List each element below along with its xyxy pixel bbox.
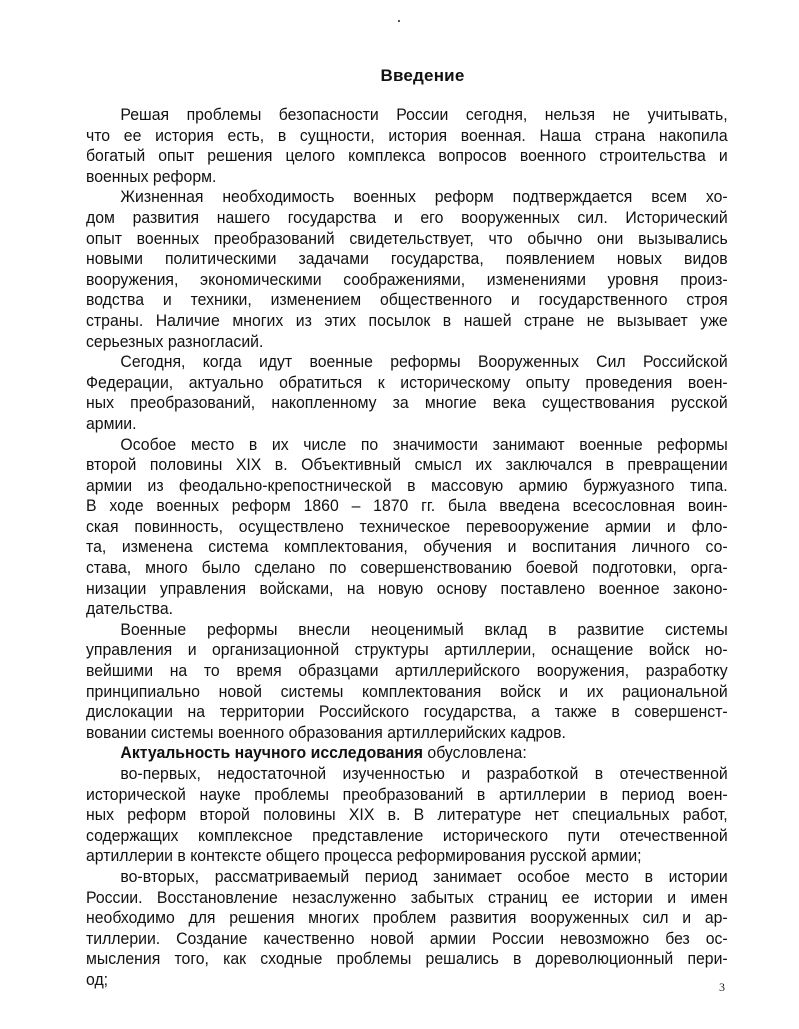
text-line: низации управления войсками, на новую основу поставлено военное законо-	[86, 578, 728, 598]
text-line: од;	[86, 969, 109, 989]
text-line: ных преобразований, накопленному за многие века существования русской	[86, 393, 728, 413]
text-line: дислокации на территории Российского государства, а также в совершенст-	[86, 702, 728, 722]
relevance-rest: обусловлена:	[423, 743, 527, 763]
text-line: серьезных разногласий.	[86, 331, 264, 351]
document-body	[86, 105, 728, 991]
text-line: В ходе военных реформ 1860 – 1870 гг. была введена всесословная воин-	[86, 496, 728, 516]
paragraph-3	[86, 352, 728, 434]
paragraph-4	[86, 435, 728, 620]
text-line: богатый опыт решения целого комплекса вопросов военного строительства и	[86, 146, 728, 166]
relevance-statement	[86, 743, 728, 764]
text-line: страны. Наличие многих из этих посылок в нашей стране не вызывает уже	[86, 310, 728, 330]
text-line: водства и техники, изменением общественного и государственного строя	[86, 290, 728, 310]
paragraph-1	[86, 105, 728, 187]
text-line: во-первых, недостаточной изученностью и разработкой в отечественной	[120, 764, 728, 783]
text-line: армии.	[86, 413, 137, 433]
text-line: армии из феодально-крепостнической в массовую армию буржуазного типа.	[86, 475, 728, 495]
page-title: Введение	[380, 66, 465, 85]
text-line: Федерации, актуально обратиться к историческому опыту проведения воен-	[86, 372, 728, 392]
paragraph-5	[86, 620, 728, 744]
text-line: исторической науке проблемы преобразований в артиллерии в период воен-	[86, 784, 728, 804]
text-line: мысления того, как сходные проблемы решались в дореволюционный пери-	[86, 949, 728, 969]
text-line: России. Восстановление незаслуженно забытых страниц ее истории и имен	[86, 887, 728, 907]
text-line: принципиально новой системы комплектования войск и их рациональной	[86, 681, 728, 701]
text-line: новыми политическими задачами государства, появлением новых видов	[86, 249, 728, 269]
text-line: вовании системы военного образования артиллерийских кадров.	[86, 722, 566, 742]
relevance-bold-lead: Актуальность научного исследования	[120, 743, 424, 763]
text-line: содержащих комплексное представление исторического пути отечественной	[86, 825, 728, 845]
text-line: тиллерии. Создание качественно новой армии России невозможно без ос-	[86, 928, 728, 948]
text-line: военных реформ.	[86, 166, 217, 186]
text-line: во-вторых, рассматриваемый период занимает особое место в истории	[120, 866, 728, 886]
text-line: что ее история есть, в сущности, история военная. Наша страна накопила	[86, 125, 728, 145]
text-line: Сегодня, когда идут военные реформы Вооруженных Сил Российской	[120, 352, 728, 372]
text-line: вейшими на то время образцами артиллерийского вооружения, разработку	[86, 661, 728, 681]
scan-artifact-dot	[398, 20, 400, 22]
text-line: второй половины XIX в. Объективный смысл их заключался в превращении	[86, 455, 728, 475]
text-line: управления и организационной структуры артиллерии, оснащение войск но-	[86, 640, 728, 660]
paragraph-first-reason	[86, 764, 728, 867]
paragraph-second-reason	[86, 867, 728, 991]
text-line: артиллерии в контексте общего процесса реформирования русской армии;	[86, 846, 642, 866]
text-line: дательства.	[86, 599, 174, 619]
text-line: необходимо для решения многих проблем развития вооруженных сил и ар-	[86, 908, 728, 928]
text-line: дом развития нашего государства и его вооруженных сил. Исторический	[86, 207, 728, 227]
page-number: 3	[719, 980, 725, 994]
text-line: става, много было сделано по совершенствованию боевой подготовки, орга-	[86, 558, 728, 578]
text-line: Жизненная необходимость военных реформ подтверждается всем хо-	[120, 187, 728, 207]
text-line: ных реформ второй половины XIX в. В литературе нет специальных работ,	[86, 805, 728, 825]
text-line: опыт военных преобразований свидетельствует, что обычно они вызывались	[86, 228, 728, 248]
text-line: та, изменена система комплектования, обучения и воспитания личного со-	[86, 537, 728, 557]
text-line: Решая проблемы безопасности России сегодня, нельзя не учитывать,	[120, 105, 728, 124]
text-line: вооружения, экономическими соображениями, изменениями уровня произ-	[86, 269, 728, 289]
text-line: ская повинность, осуществлено техническое перевооружение армии и фло-	[86, 516, 728, 536]
text-line: Военные реформы внесли неоценимый вклад в развитие системы	[120, 619, 728, 639]
paragraph-2	[86, 187, 728, 352]
text-line: Особое место в их числе по значимости занимают военные реформы	[120, 434, 728, 454]
text-line	[86, 743, 728, 764]
